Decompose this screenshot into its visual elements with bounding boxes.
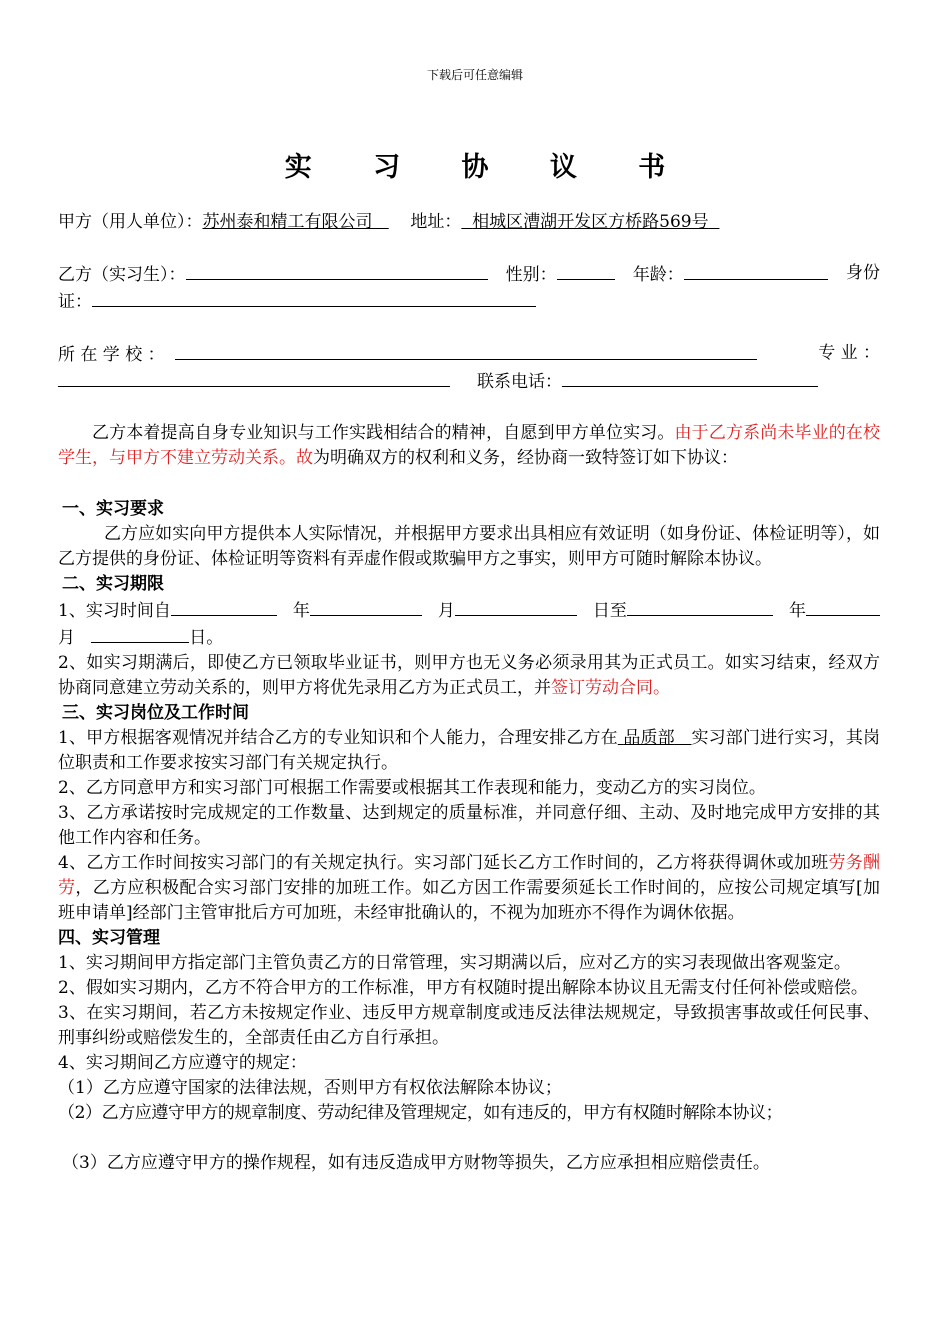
section-2-paragraph-2: 2、如实习期满后，即使乙方已领取毕业证书，则甲方也无义务必须录用其为正式员工。如实习结束，经双方协商同意建立劳动关系的，则甲方将优先录用乙方为正式员工，并签订劳动合同。 [58,653,880,698]
section-3-paragraph-3: 3、乙方承诺按时完成规定的工作数量、达到规定的质量标准，并同意仔细、主动、及时地完成甲方安排的其他工作内容和任务。 [58,803,880,848]
section-4-paragraph-3: 3、在实习期间，若乙方未按规定作业、违反甲方规章制度或违反法律法规规定，导致损害事故或任何民事、刑事纠纷或赔偿发生的，全部责任由乙方自行承担。 [58,1003,880,1048]
document-title: 实 习 协 议 书 [284,152,692,183]
section-3-paragraph-2: 2、乙方同意甲方和实习部门可根据工作需要或根据其工作表现和能力，变动乙方的实习岗位。 [58,778,766,798]
start-day-field[interactable] [455,597,577,616]
section-4-paragraph-1: 1、实习期间甲方指定部门主管负责乙方的日常管理，实习期满以后，应对乙方的实习表现做出客观鉴定。 [58,953,851,973]
party-b-line [58,261,880,288]
id-line [58,288,880,315]
section-3-paragraph-4: 4、乙方工作时间按实习部门的有关规定执行。实习部门延长乙方工作时间的，乙方将获得调休或加班劳务酬劳，乙方应积极配合实习部门安排的加班工作。如乙方因工作需要须延长工作时间的，应按公司规定填写[加班申请单]经部门主管审批后方可加班，未经审批确认的，不视为加班亦不得作为调休依据。 [58,853,881,923]
gender-label: 性别： [505,265,557,285]
labor-contract-text: 签订劳动合同。 [551,678,670,698]
start-month-field[interactable] [310,597,422,616]
age-field[interactable] [684,261,828,280]
document-body [58,210,880,1176]
end-year-field[interactable] [627,597,773,616]
internship-period-line: 1、实习时间自 年 月 日至 年 [58,597,880,624]
rule-2: （2）乙方应遵守甲方的规章制度、劳动纪律及管理规定，如有违反的，甲方有权随时解除本协议； [58,1103,783,1123]
phone-field[interactable] [562,368,818,387]
download-note: 下载后可任意编辑 [426,68,523,82]
major-field[interactable] [58,368,450,387]
section-4-paragraph-4: 4、实习期间乙方应遵守的规定： [58,1053,307,1073]
rule-1: （1）乙方应遵守国家的法律法规，否则甲方有权依法解除本协议； [58,1078,562,1098]
section-3-paragraph-1: 1、甲方根据客观情况并结合乙方的专业知识和个人能力，合理安排乙方在 品质部 实习部门进行实习，其岗位职责和工作要求按实习部门有关规定执行。 [58,728,880,773]
section-4-paragraph-2: 2、假如实习期内，乙方不符合甲方的工作标准，甲方有权随时提出解除本协议且无需支付任何补偿或赔偿。 [58,978,868,998]
end-day-field[interactable] [91,624,189,643]
section-1-paragraph: 乙方应如实向甲方提供本人实际情况，并根据甲方要求出具相应有效证明（如身份证、体检证明等），如乙方提供的身份证、体检证明等资料有弄虚作假或欺骗甲方之事实，则甲方可随时解除本协议。 [58,524,880,569]
intro-paragraph: 乙方本着提高自身专业知识与工作实践相结合的精神，自愿到甲方单位实习。由于乙方系尚未毕业的在校学生，与甲方不建立劳动关系。故为明确双方的权利和义务，经协商一致特签订如下协议： [58,423,881,468]
school-line [58,341,880,368]
school-field[interactable] [175,341,757,360]
section-2-heading: 二、实习期限 [62,574,164,594]
party-a-company: 苏州泰和精工有限公司 [202,212,373,232]
party-a-label: 甲方（用人单位）： [58,212,203,232]
major-label: 专 业 ： [818,343,880,363]
rule-3: （3）乙方应遵守甲方的操作规程，如有违反造成甲方财物等损失，乙方应承担相应赔偿责任。 [62,1153,770,1173]
age-label: 年龄： [632,265,684,285]
internship-period-line-2: 月 日。 [58,624,880,651]
section-4-heading: 四、实习管理 [58,928,160,948]
gender-field[interactable] [557,261,615,280]
school-label: 所 在 学 校 ： [58,345,165,365]
department-value: 品质部 [623,728,675,748]
party-b-name-field[interactable] [186,261,488,280]
id-label-1: 身份 [845,263,880,283]
address-label: 地址： [410,212,462,232]
intro-red-text: 由于乙方系尚未毕业的在校学生，与甲方不建立劳动关系。故 [58,423,881,468]
end-month-field[interactable] [806,597,880,616]
section-1-heading: 一、实习要求 [62,499,164,519]
id-number-field[interactable] [92,288,536,307]
major-phone-line [58,368,880,395]
id-label-2: 证： [58,292,92,312]
party-a-line [58,210,880,235]
start-year-field[interactable] [171,597,277,616]
party-b-label: 乙方（实习生）： [58,265,186,285]
overtime-pay-text: 劳务酬劳 [58,853,880,898]
section-3-heading: 三、实习岗位及工作时间 [62,703,249,723]
party-a-address: 相城区漕湖开发区方桥路569号 [472,212,709,232]
phone-label: 联系电话： [477,372,563,392]
